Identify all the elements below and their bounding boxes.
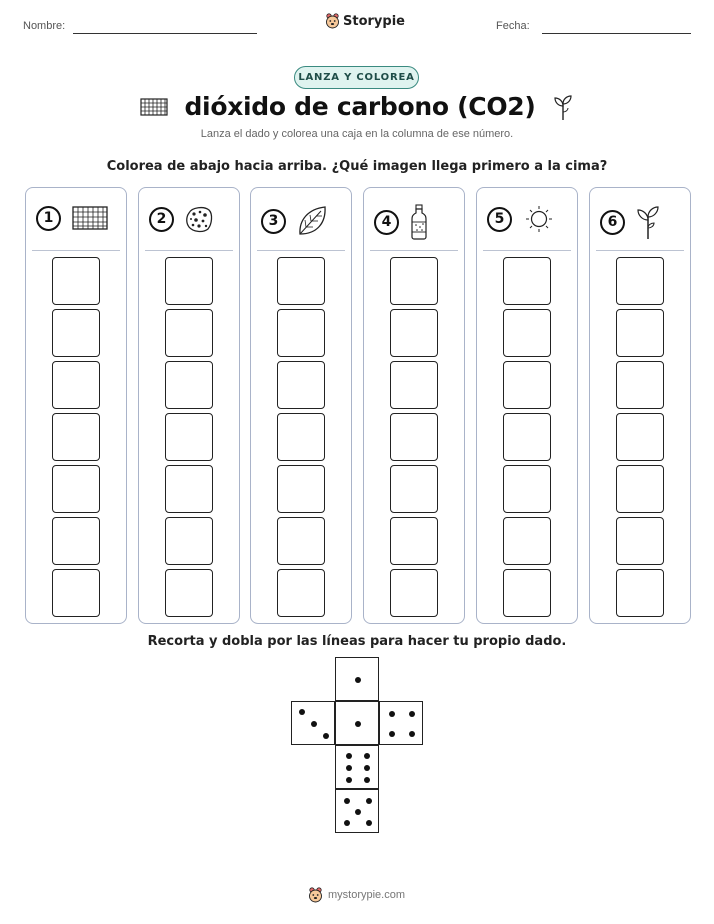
column-5 [476, 187, 578, 624]
color-box[interactable] [616, 517, 664, 565]
color-box[interactable] [277, 361, 325, 409]
column-divider [483, 250, 571, 251]
die-face-right [379, 701, 423, 745]
name-label: Nombre: [23, 20, 66, 32]
color-box[interactable] [616, 361, 664, 409]
color-box[interactable] [503, 465, 551, 513]
column-number: 6 [600, 210, 625, 235]
storypie-logo [325, 13, 405, 29]
color-box[interactable] [277, 517, 325, 565]
color-box[interactable] [165, 413, 213, 461]
page-title: dióxido de carbono (CO2) [184, 92, 536, 121]
instruction-heading: Colorea de abajo hacia arriba. ¿Qué imagen llega primero a la cima? [106, 159, 608, 174]
die-pip [299, 709, 305, 715]
color-box[interactable] [52, 569, 100, 617]
storypie-mascot-icon [325, 13, 340, 29]
die-pip [389, 711, 395, 717]
name-line[interactable] [73, 33, 257, 34]
column-6 [589, 187, 691, 624]
sprout-icon [635, 204, 661, 240]
grid-net-icon [71, 204, 109, 232]
color-box[interactable] [52, 257, 100, 305]
color-box[interactable] [390, 569, 438, 617]
color-box[interactable] [616, 413, 664, 461]
column-divider [32, 250, 120, 251]
die-pip [346, 753, 352, 759]
color-box[interactable] [503, 257, 551, 305]
color-box[interactable] [503, 413, 551, 461]
die-pip [364, 777, 370, 783]
die-pip [389, 731, 395, 737]
column-header [36, 204, 109, 232]
color-box[interactable] [616, 569, 664, 617]
color-box[interactable] [390, 517, 438, 565]
color-box[interactable] [503, 517, 551, 565]
die-face-bottom [335, 789, 379, 833]
date-line[interactable] [542, 33, 691, 34]
column-4 [363, 187, 465, 624]
die-face-lower [335, 745, 379, 789]
storypie-mascot-icon [308, 887, 323, 903]
color-box[interactable] [52, 361, 100, 409]
column-header [600, 204, 661, 240]
color-box[interactable] [277, 413, 325, 461]
die-pip [344, 820, 350, 826]
column-divider [145, 250, 233, 251]
rock-icon [184, 204, 214, 234]
color-box[interactable] [390, 257, 438, 305]
die-pip [355, 809, 361, 815]
column-divider [596, 250, 684, 251]
color-box[interactable] [503, 569, 551, 617]
column-header [374, 204, 429, 240]
column-number: 4 [374, 210, 399, 235]
bottle-icon [409, 204, 429, 240]
column-1 [25, 187, 127, 624]
column-divider [257, 250, 345, 251]
die-pip [364, 753, 370, 759]
sun-icon [522, 204, 556, 234]
footer [308, 887, 405, 903]
color-box[interactable] [277, 465, 325, 513]
color-box[interactable] [277, 569, 325, 617]
color-box[interactable] [277, 309, 325, 357]
logo-text: Storypie [343, 13, 405, 29]
color-box[interactable] [52, 309, 100, 357]
column-number: 3 [261, 209, 286, 234]
color-box[interactable] [616, 257, 664, 305]
title-row [0, 92, 714, 121]
color-box[interactable] [165, 309, 213, 357]
column-number: 2 [149, 207, 174, 232]
color-box[interactable] [390, 361, 438, 409]
die-pip [355, 677, 361, 683]
column-number: 1 [36, 206, 61, 231]
column-header [149, 204, 214, 234]
die-pip [344, 798, 350, 804]
color-box[interactable] [390, 309, 438, 357]
sprout-icon [552, 93, 574, 121]
subtitle: Lanza el dado y colorea una caja en la columna de ese número. [200, 128, 514, 140]
color-box[interactable] [165, 361, 213, 409]
color-box[interactable] [390, 465, 438, 513]
grid-net-icon [140, 97, 168, 117]
color-box[interactable] [503, 361, 551, 409]
column-divider [370, 250, 458, 251]
die-pip [366, 820, 372, 826]
die-pip [323, 733, 329, 739]
column-header [487, 204, 556, 234]
color-box[interactable] [52, 413, 100, 461]
die-pip [346, 765, 352, 771]
die-face-top [335, 657, 379, 701]
column-3 [250, 187, 352, 624]
color-box[interactable] [165, 569, 213, 617]
die-face-center [335, 701, 379, 745]
color-box[interactable] [165, 257, 213, 305]
die-pip [346, 777, 352, 783]
color-box[interactable] [616, 309, 664, 357]
color-box[interactable] [52, 517, 100, 565]
color-box[interactable] [52, 465, 100, 513]
footer-url[interactable]: mystorypie.com [328, 889, 406, 901]
leaf-icon [296, 204, 328, 238]
die-pip [366, 798, 372, 804]
column-2 [138, 187, 240, 624]
color-box[interactable] [616, 465, 664, 513]
dice-instruction: Recorta y dobla por las líneas para hacer tu propio dado. [147, 634, 567, 649]
date-label: Fecha: [496, 20, 530, 32]
die-pip [364, 765, 370, 771]
color-box[interactable] [165, 517, 213, 565]
activity-badge: LANZA Y COLOREA [294, 66, 419, 89]
color-box[interactable] [390, 413, 438, 461]
die-pip [355, 721, 361, 727]
color-box[interactable] [277, 257, 325, 305]
die-pip [409, 731, 415, 737]
color-box[interactable] [165, 465, 213, 513]
column-header [261, 204, 328, 238]
column-number: 5 [487, 207, 512, 232]
color-box[interactable] [503, 309, 551, 357]
die-pip [409, 711, 415, 717]
die-face-left [291, 701, 335, 745]
die-pip [311, 721, 317, 727]
